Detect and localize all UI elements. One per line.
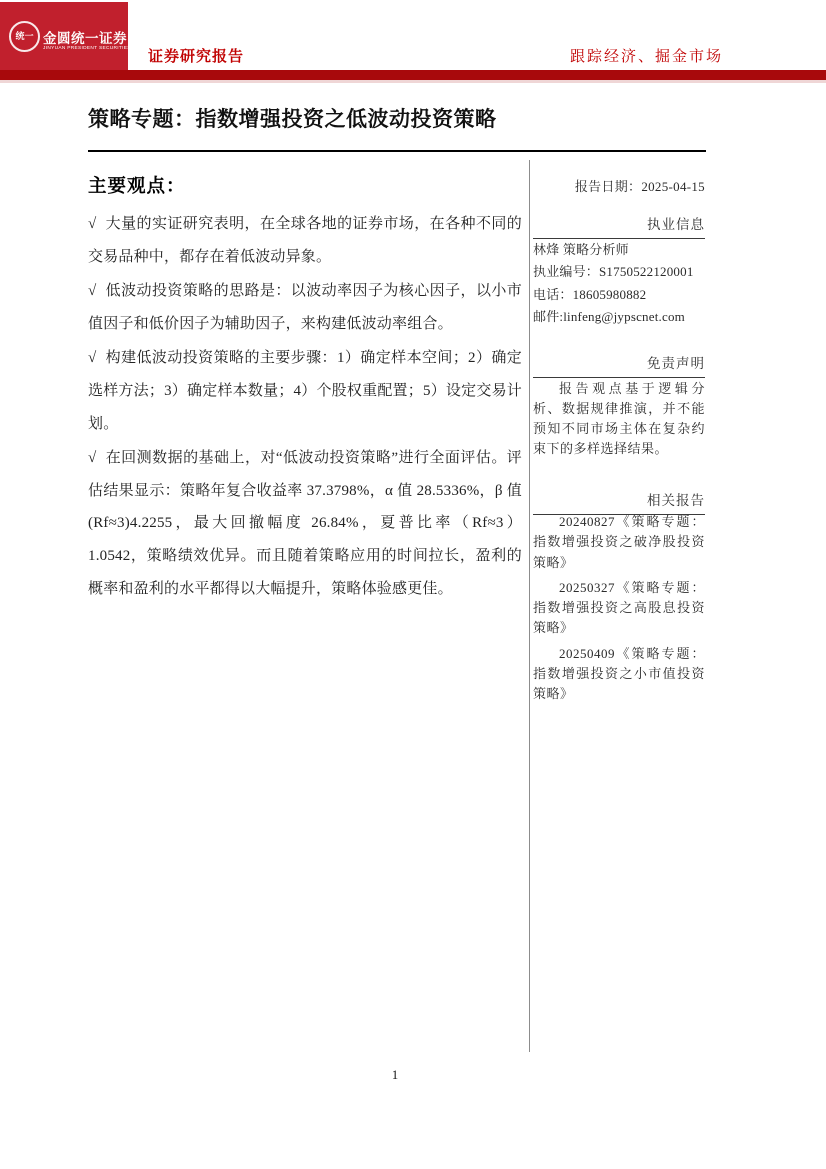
- key-point-text: 低波动投资策略的思路是：以波动率因子为核心因子，以小市值因子和低价因子为辅助因子，来构建低波动率组合。: [88, 283, 522, 332]
- page-title: 策略专题：指数增强投资之低波动投资策略: [88, 107, 497, 131]
- key-point: [88, 342, 522, 440]
- related-reports-heading: 相关报告: [533, 489, 705, 515]
- practice-info-heading: 执业信息: [533, 213, 705, 239]
- key-point: [88, 208, 522, 273]
- check-mark-icon: √: [88, 350, 97, 367]
- header-rule-bar-shadow: [0, 80, 826, 83]
- check-mark-icon: √: [88, 283, 97, 300]
- report-date: 报告日期：2025-04-15: [574, 179, 705, 194]
- key-point-text: 在回测数据的基础上，对“低波动投资策略”进行全面评估。评估结果显示：策略年复合收益率 37.3798%，α 值 28.5336%，β 值(Rf≈3)4.2255，最大回撤幅度 26.84%，夏普比率（Rf≈3）1.0542，策略绩效优异。而且随着策略应用的时间拉长，盈利的概率和盈利的水平都得以大幅提升，策略体验感更佳。: [88, 450, 522, 597]
- main-heading: 主要观点：: [88, 177, 186, 197]
- page-number: 1: [391, 1068, 399, 1082]
- report-type-label: 证券研究报告: [148, 49, 245, 65]
- brand-name-en: JINYUAN PRESIDENT SECURITIES: [43, 46, 131, 51]
- analyst-name: 林烽 策略分析师: [533, 242, 629, 257]
- key-point-text: 大量的实证研究表明，在全球各地的证券市场，在各种不同的交易品种中，都存在着低波动异象。: [88, 216, 522, 265]
- disclaimer-heading: 免责声明: [533, 352, 705, 378]
- header-rule-bar: [0, 70, 826, 80]
- header-slogan: 跟踪经济、掘金市场: [569, 49, 723, 65]
- disclaimer-block: [533, 379, 705, 459]
- key-point: [88, 275, 522, 340]
- related-report-item: 20250409《策略专题：指数增强投资之小市值投资策略》: [533, 645, 705, 702]
- brand-name-cn: 金圆统一证券: [43, 31, 127, 46]
- check-mark-icon: √: [88, 450, 97, 467]
- phone-number: 电话：18605980882: [533, 286, 647, 302]
- license-number: 执业编号：S1750522120001: [533, 264, 694, 280]
- related-report-item: 20250327《策略专题：指数增强投资之高股息投资策略》: [533, 579, 705, 636]
- main-content: [88, 172, 522, 607]
- company-seal-icon: [9, 21, 40, 52]
- related-report-item: 20240827《策略专题：指数增强投资之破净股投资策略》: [533, 514, 705, 570]
- company-logo: [0, 2, 131, 70]
- email-address: 邮件:linfeng@jypscnet.com: [533, 308, 685, 324]
- check-mark-icon: √: [88, 216, 97, 232]
- practice-info-block: [533, 239, 705, 328]
- title-divider: [88, 150, 706, 152]
- related-reports-block: [533, 512, 705, 710]
- key-point-text: 构建低波动投资策略的主要步骤：1）确定样本空间；2）确定选样方法；3）确定样本数量；4）个股权重配置；5）设定交易计划。: [88, 350, 522, 432]
- disclaimer-text: 报告观点基于逻辑分析、数据规律推演，并不能预知不同市场主体在复杂约束下的多样选择结果。: [533, 381, 705, 456]
- column-divider: [529, 160, 530, 1052]
- seal-text: 统一: [15, 31, 34, 41]
- key-point: [88, 442, 522, 605]
